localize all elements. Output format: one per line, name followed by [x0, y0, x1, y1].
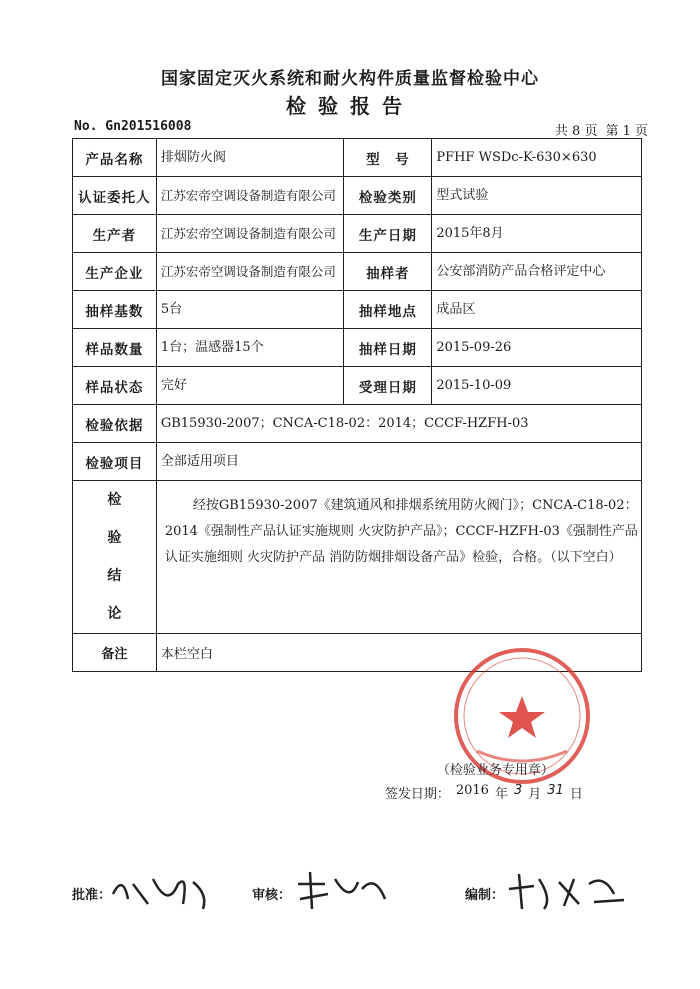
report-table — [72, 138, 642, 802]
product-name-value: 排烟防火阀 — [156, 139, 344, 177]
sampler-value: 公安部消防产品合格评定中心 — [432, 253, 642, 291]
sign-day-unit: 日 — [569, 787, 583, 802]
model-value: PFHF WSDc-K-630×630 — [432, 139, 642, 177]
producer-company-value: 江苏宏帝空调设备制造有限公司 — [156, 253, 344, 291]
client-value: 江苏宏帝空调设备制造有限公司 — [156, 177, 344, 215]
remarks-label: 备注 — [73, 634, 157, 672]
signature-footer — [72, 880, 652, 940]
table-row — [73, 177, 642, 215]
page-info — [555, 120, 648, 139]
conclusion-label-char: 论 — [107, 606, 122, 622]
conclusion-row — [73, 481, 642, 634]
review-label: 审核： — [252, 888, 292, 903]
report-number: No. Gn201516008 — [74, 119, 192, 134]
table-row — [73, 291, 642, 329]
sample-location-value: 成品区 — [432, 291, 642, 329]
sample-qty-value: 1台；温感器15个 — [156, 329, 344, 367]
items-label: 检验项目 — [73, 443, 157, 481]
report-title: 检验报告 — [286, 94, 414, 118]
reviewer-signature-icon — [290, 864, 400, 914]
table-row — [73, 405, 642, 443]
manufacturer-value: 江苏宏帝空调设备制造有限公司 — [156, 215, 344, 253]
approver-signature-icon — [108, 864, 218, 914]
sign-year: 2016 — [455, 783, 489, 798]
sample-base-label: 抽样基数 — [73, 291, 157, 329]
table-row — [73, 253, 642, 291]
production-date-value: 2015年8月 — [432, 215, 642, 253]
remarks-value: 本栏空白 — [156, 634, 641, 672]
sign-day: 31 — [547, 783, 564, 798]
organization-name: 国家固定灭火系统和耐火构件质量监督检验中心 — [161, 69, 539, 89]
sample-state-value: 完好 — [156, 367, 344, 405]
sample-state-label: 样品状态 — [73, 367, 157, 405]
sign-year-unit: 年 — [494, 787, 508, 802]
total-pages: 共 8 页 — [554, 124, 598, 139]
sign-month-unit: 月 — [528, 787, 542, 802]
approve-label: 批准： — [72, 888, 112, 903]
items-value: 全部适用项目 — [156, 443, 641, 481]
current-page: 第 1 页 — [605, 124, 648, 139]
sample-date-value: 2015-09-26 — [432, 329, 642, 367]
table-row — [73, 215, 642, 253]
basis-label: 检验依据 — [73, 405, 157, 443]
conclusion-label — [73, 481, 157, 634]
client-label: 认证委托人 — [73, 177, 157, 215]
basis-value: GB15930-2007；CNCA-C18-02：2014；CCCF-HZFH-03 — [156, 405, 641, 443]
conclusion-text: 经按GB15930-2007《建筑通风和排烟系统用防火阀门》；CNCA-C18-02：2014《强制性产品认证实施规则 火灾防护产品》；CCCF-HZFH-03《强制性产品认证实施细则 火灾防护产品 消防防烟排烟设备产品》检验，合格。（以下空白） — [164, 498, 638, 565]
conclusion-label-char: 结 — [107, 568, 122, 584]
sample-qty-label: 样品数量 — [73, 329, 157, 367]
table-row — [73, 443, 642, 481]
compiler-signature-icon — [504, 864, 634, 914]
inspection-type-value: 型式试验 — [432, 177, 642, 215]
seal-label: （检验业务专用章） — [436, 763, 554, 778]
accept-date-label: 受理日期 — [344, 367, 432, 405]
conclusion-label-char: 检 — [107, 492, 122, 508]
sign-date — [385, 783, 583, 802]
sample-date-label: 抽样日期 — [344, 329, 432, 367]
table-row — [73, 329, 642, 367]
accept-date-value: 2015-10-09 — [432, 367, 642, 405]
production-date-label: 生产日期 — [344, 215, 432, 253]
table-row — [73, 139, 642, 177]
sample-base-value: 5台 — [156, 291, 344, 329]
inspection-type-label: 检验类别 — [344, 177, 432, 215]
sign-month: 3 — [513, 783, 523, 798]
table-row — [73, 367, 642, 405]
sign-date-label: 签发日期： — [384, 787, 450, 802]
sampler-label: 抽样者 — [344, 253, 432, 291]
model-label: 型 号 — [344, 139, 432, 177]
manufacturer-label: 生产者 — [73, 215, 157, 253]
sample-location-label: 抽样地点 — [344, 291, 432, 329]
product-name-label: 产品名称 — [73, 139, 157, 177]
conclusion-label-char: 验 — [107, 530, 122, 546]
producer-company-label: 生产企业 — [73, 253, 157, 291]
compile-label: 编制： — [465, 888, 505, 903]
